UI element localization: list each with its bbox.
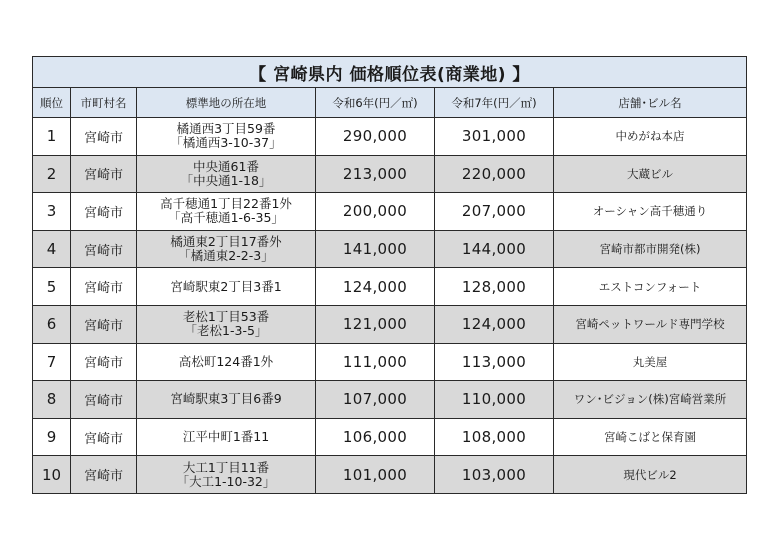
table-row	[33, 381, 747, 419]
rank-cell: 6	[33, 305, 71, 343]
address-line1: 高松町124番1外	[178, 353, 274, 369]
price-r6-cell: 107,000	[316, 381, 435, 419]
rank-cell: 8	[33, 381, 71, 419]
city-cell: 宮崎市	[71, 155, 137, 193]
address-cell	[137, 230, 316, 268]
city-cell: 宮崎市	[71, 268, 137, 306]
city-cell: 宮崎市	[71, 193, 137, 231]
price-r7-cell: 128,000	[435, 268, 554, 306]
header-address: 標準地の所在地	[137, 88, 316, 118]
table-row	[33, 418, 747, 456]
rank-cell: 10	[33, 456, 71, 494]
address-line1: 江平中町1番11	[182, 429, 270, 445]
city-cell: 宮崎市	[71, 343, 137, 381]
building-cell: 宮崎ペットワールド専門学校	[554, 305, 747, 343]
building-cell: 中めがね本店	[554, 118, 747, 156]
header-building: 店舗･ビル名	[554, 88, 747, 118]
table-row	[33, 193, 747, 231]
city-cell: 宮崎市	[71, 418, 137, 456]
price-r7-cell: 301,000	[435, 118, 554, 156]
price-r7-cell: 110,000	[435, 381, 554, 419]
address-line1: 宮崎駅東2丁目3番1	[170, 278, 282, 294]
address-line2: 「橘通東2-2-3」	[178, 248, 274, 264]
building-cell: オーシャン高千穂通り	[554, 193, 747, 231]
price-r6-cell: 141,000	[316, 230, 435, 268]
header-price-r6: 令和6年(円／㎡)	[316, 88, 435, 118]
price-r7-cell: 108,000	[435, 418, 554, 456]
address-cell	[137, 155, 316, 193]
address-cell	[137, 268, 316, 306]
building-cell: ワン･ビジョン(株)宮崎営業所	[554, 381, 747, 419]
address-line2: 「高千穂通1-6-35」	[168, 210, 284, 226]
address-cell	[137, 193, 316, 231]
address-line2: 「老松1-3-5」	[184, 323, 268, 339]
address-line1: 宮崎駅東3丁目6番9	[170, 391, 282, 407]
rank-cell: 5	[33, 268, 71, 306]
price-r7-cell: 124,000	[435, 305, 554, 343]
table-title: 【 宮崎県内 価格順位表(商業地) 】	[33, 57, 747, 88]
price-ranking-table	[32, 56, 747, 494]
address-line1: 高千穂通1丁目22番1外	[160, 196, 292, 212]
table-row	[33, 456, 747, 494]
table-row	[33, 118, 747, 156]
building-cell: エストコンフォート	[554, 268, 747, 306]
price-r6-cell: 213,000	[316, 155, 435, 193]
city-cell: 宮崎市	[71, 381, 137, 419]
building-cell: 宮崎市都市開発(株)	[554, 230, 747, 268]
address-cell	[137, 456, 316, 494]
price-r6-cell: 111,000	[316, 343, 435, 381]
table-row	[33, 155, 747, 193]
address-cell	[137, 343, 316, 381]
address-cell	[137, 305, 316, 343]
table-row	[33, 230, 747, 268]
address-line1: 橘通東2丁目17番外	[170, 234, 282, 250]
address-line2: 「大工1-10-32」	[176, 473, 276, 489]
rank-cell: 4	[33, 230, 71, 268]
price-r6-cell: 124,000	[316, 268, 435, 306]
price-r6-cell: 200,000	[316, 193, 435, 231]
city-cell: 宮崎市	[71, 230, 137, 268]
rank-cell: 2	[33, 155, 71, 193]
address-line1: 橘通西3丁目59番	[176, 121, 276, 137]
price-r6-cell: 290,000	[316, 118, 435, 156]
price-r7-cell: 220,000	[435, 155, 554, 193]
address-cell	[137, 118, 316, 156]
price-r6-cell: 101,000	[316, 456, 435, 494]
building-cell: 丸美屋	[554, 343, 747, 381]
address-cell	[137, 381, 316, 419]
header-price-r7: 令和7年(円／㎡)	[435, 88, 554, 118]
rank-cell: 7	[33, 343, 71, 381]
price-r6-cell: 121,000	[316, 305, 435, 343]
city-cell: 宮崎市	[71, 118, 137, 156]
price-r7-cell: 144,000	[435, 230, 554, 268]
price-r7-cell: 103,000	[435, 456, 554, 494]
table-row	[33, 305, 747, 343]
building-cell: 現代ビル2	[554, 456, 747, 494]
table-row	[33, 343, 747, 381]
address-line2: 「中央通1-18」	[180, 172, 272, 188]
address-line1: 大工1丁目11番	[182, 459, 270, 475]
price-r7-cell: 113,000	[435, 343, 554, 381]
address-line1: 老松1丁目53番	[182, 309, 270, 325]
building-cell: 大蔵ビル	[554, 155, 747, 193]
address-line1: 中央通61番	[193, 158, 259, 174]
rank-cell: 3	[33, 193, 71, 231]
rank-cell: 1	[33, 118, 71, 156]
header-rank: 順位	[33, 88, 71, 118]
address-cell	[137, 418, 316, 456]
header-city: 市町村名	[71, 88, 137, 118]
city-cell: 宮崎市	[71, 456, 137, 494]
rank-cell: 9	[33, 418, 71, 456]
title-row	[33, 57, 747, 88]
building-cell: 宮崎こばと保育園	[554, 418, 747, 456]
price-r6-cell: 106,000	[316, 418, 435, 456]
address-line2: 「橘通西3-10-37」	[170, 135, 282, 151]
price-r7-cell: 207,000	[435, 193, 554, 231]
header-row	[33, 88, 747, 118]
city-cell: 宮崎市	[71, 305, 137, 343]
table-row	[33, 268, 747, 306]
